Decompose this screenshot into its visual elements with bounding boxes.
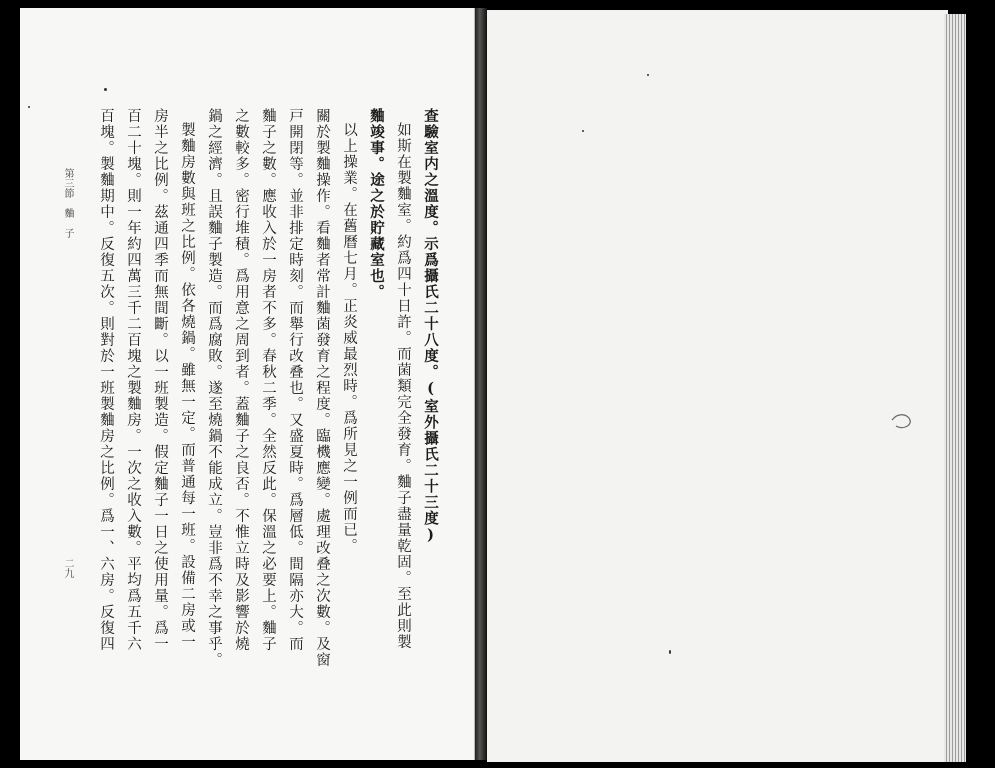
book-gutter bbox=[475, 8, 487, 760]
text-column-2: 如斯在製麯室。約爲四十日許。而菌類完全發育。麯子盡量乾固。至此則製 bbox=[395, 122, 411, 650]
ink-speck bbox=[647, 74, 649, 76]
text-column-12: 百二十塊。則一年約四萬三千二百塊之製麯房。一次之收入數。平均爲五千六 bbox=[125, 108, 141, 652]
text-column-9: 鍋之經濟。且誤麯子製造。而爲腐敗。遂至燒鍋不能成立。豈非爲不幸之事乎。 bbox=[206, 108, 222, 668]
ink-speck bbox=[669, 650, 671, 654]
text-column-3: 麯竣事。途之於貯藏室也。 bbox=[368, 108, 385, 300]
ink-speck bbox=[104, 88, 107, 91]
ink-speck bbox=[582, 130, 584, 132]
text-column-13: 百塊。製麯期中。反復五次。則對於一班製麯房之比例。爲一、六房。反復四 bbox=[98, 108, 114, 652]
pencil-mark bbox=[888, 408, 916, 432]
text-column-6: 戸開閉等。並非排定時刻。而舉行改叠也。又盛夏時。爲層低。間隔亦大。而 bbox=[287, 108, 303, 652]
text-column-7: 麯子之數。應收入於一房者不多。春秋二季。全然反此。保溫之必要上。麯子 bbox=[260, 108, 276, 652]
text-column-5: 關於製麯操作。看麯者常計麯菌發育之程度。臨機應變。處理改叠之次數。及窗 bbox=[314, 108, 330, 668]
text-column-11: 房半之比例。茲通四季而無間斷。以一班製造。假定麯子一日之使用量。爲一 bbox=[152, 108, 168, 652]
page-number: 二九 bbox=[62, 558, 73, 578]
text-column-1: 査驗室内之溫度。示爲攝氏二十八度。(室外攝氏二十三度) bbox=[422, 108, 439, 545]
right-page-blank bbox=[487, 10, 948, 762]
text-column-8: 之數較多。密行堆積。爲用意之周到者。蓋麯子之良否。不惟立時及影響於燒 bbox=[233, 108, 249, 652]
text-column-10: 製麯房數與班之比例。依各燒鍋。雖無一定。而普通每一班。設備二房或一 bbox=[179, 122, 195, 650]
page-edges bbox=[944, 14, 966, 762]
text-column-4: 以上操業。在舊曆七月。正炎威最烈時。爲所見之一例而已。 bbox=[341, 122, 357, 554]
ink-speck bbox=[28, 106, 30, 108]
running-footer: 第三節 麯 子 bbox=[62, 168, 73, 238]
